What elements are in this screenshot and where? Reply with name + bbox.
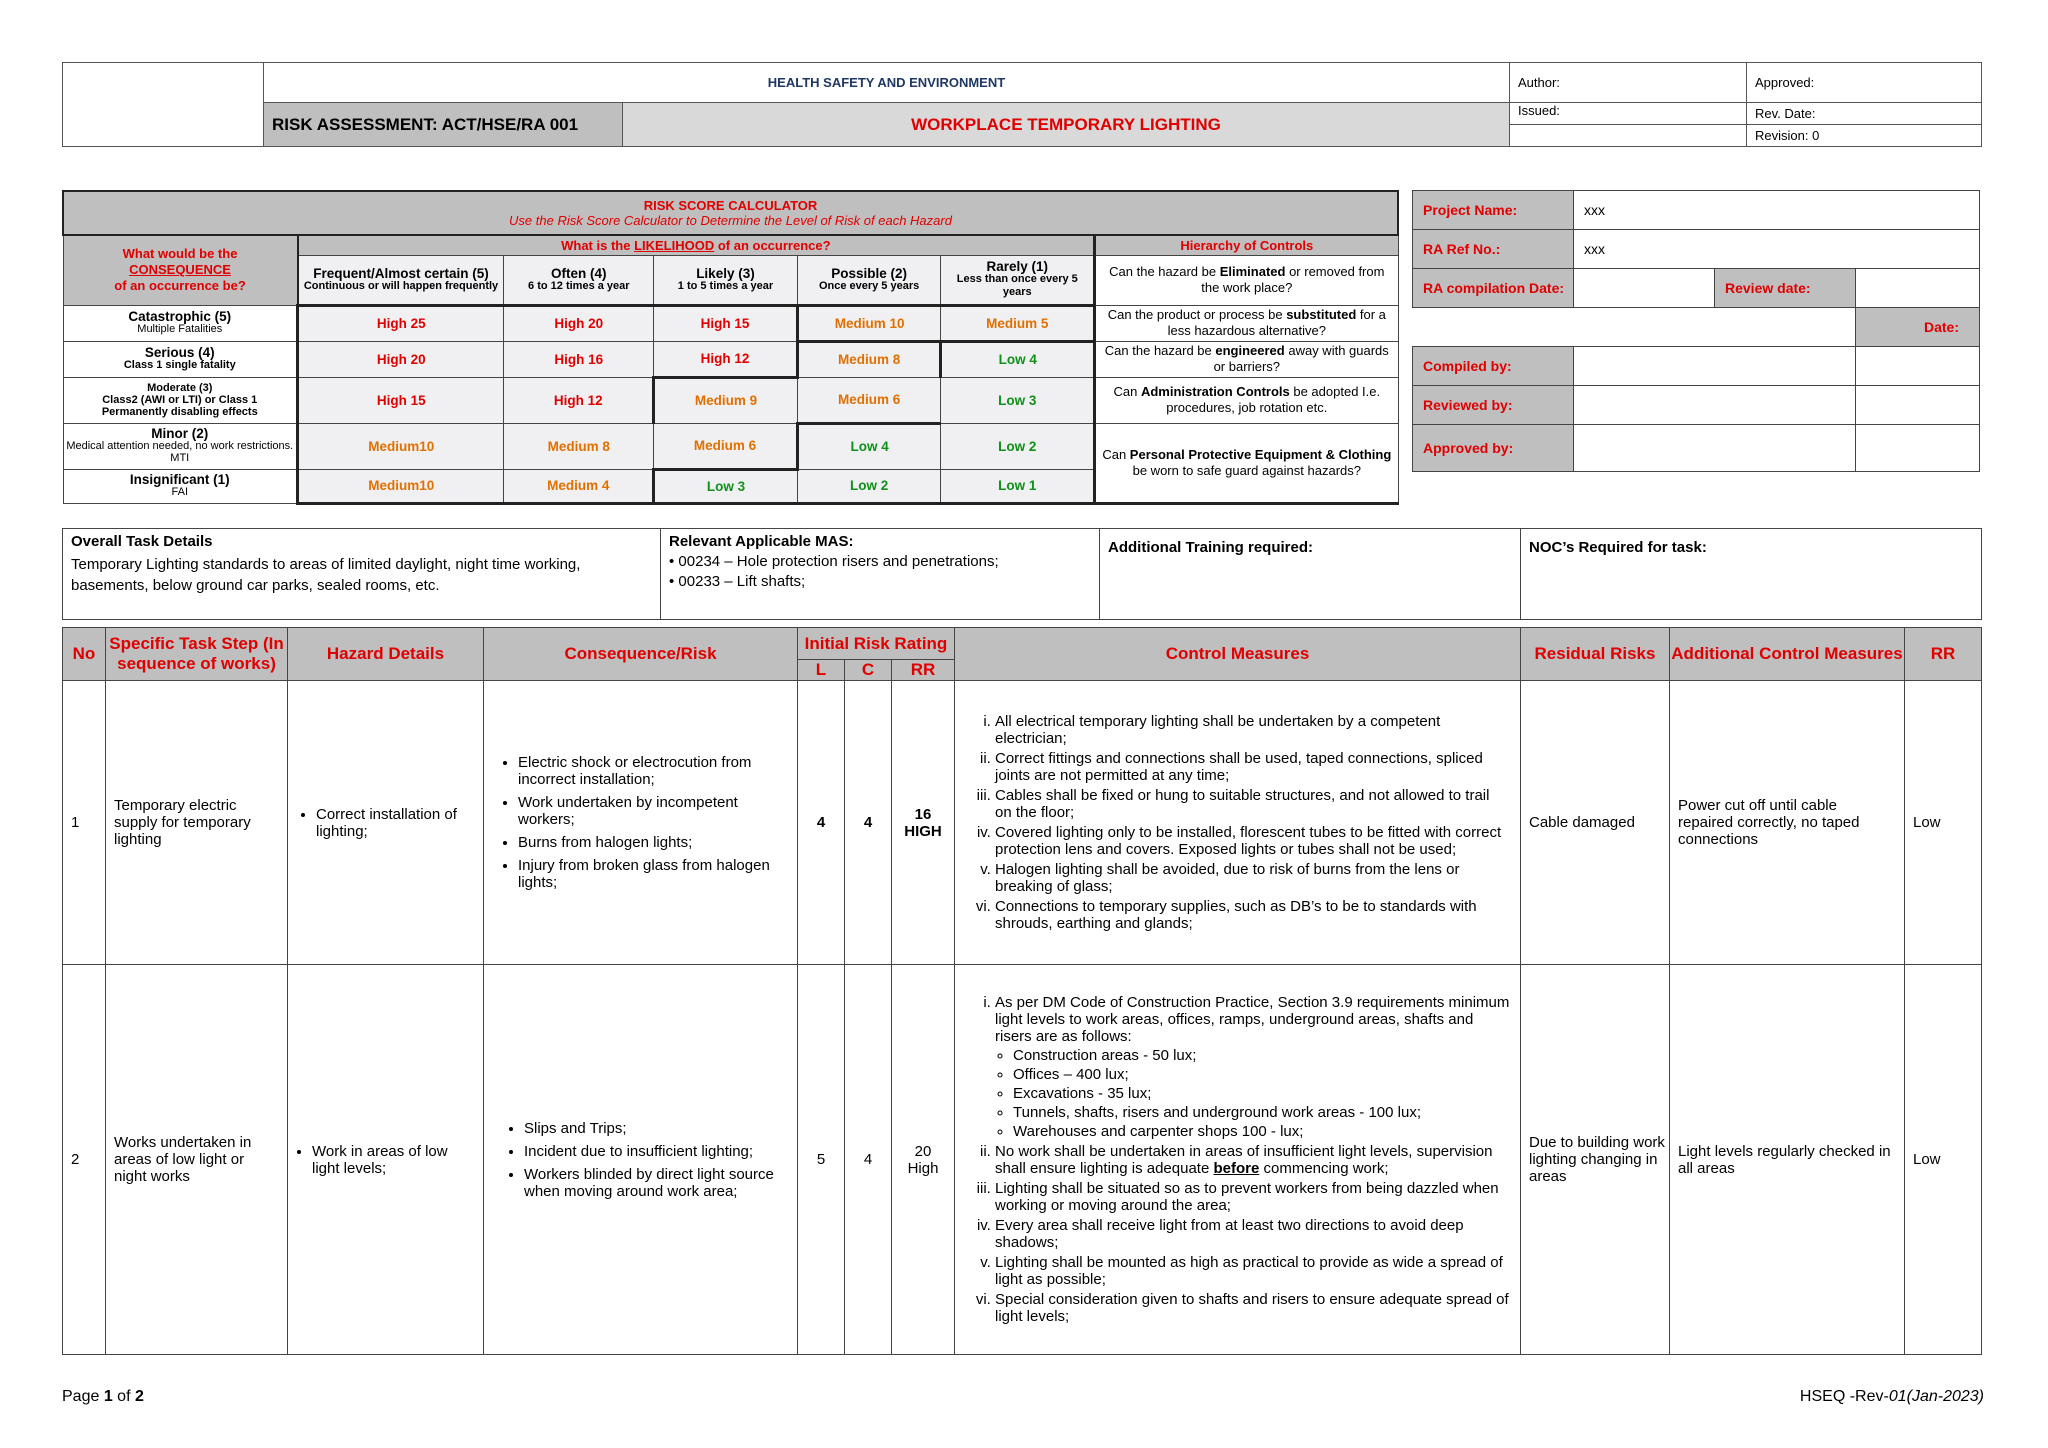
consequence-name: Catastrophic (5) [128, 309, 232, 324]
consequence-item: • Injury from broken glass from halogen lights; [518, 857, 789, 891]
hierarchy-text: Can [1102, 446, 1130, 462]
hierarchy-text: Can the hazard be [1104, 343, 1216, 358]
risk-score-cell: Low 3 [941, 377, 1095, 423]
col-rr: RR [892, 660, 955, 681]
risk-score-cell: High 16 [504, 341, 654, 377]
lux-item: ◦ Offices – 400 lux; [1013, 1066, 1510, 1083]
hierarchy-text: be worn to safe guard against hazards? [1132, 462, 1361, 478]
likelihood-desc: Less than once every 5 years [956, 273, 1078, 298]
risk-score-cell: Medium 9 [654, 377, 798, 423]
col-control: Control Measures [955, 628, 1521, 681]
approved-field: Approved: [1747, 63, 1982, 103]
hierarchy-item [1095, 255, 1398, 305]
calculator-title: RISK SCORE CALCULATOR [643, 198, 818, 213]
likelihood-q-part2: LIKELIHOOD [634, 237, 715, 253]
ra-number: RISK ASSESSMENT: ACT/HSE/RA 001 [264, 103, 623, 147]
noc-label: NOC’s Required for task: [1521, 529, 1982, 620]
training-label: Additional Training required: [1100, 529, 1521, 620]
control-text-emphasis: before [1213, 1160, 1260, 1177]
likelihood-col-1 [941, 255, 1095, 305]
row-rr [892, 965, 955, 1355]
lux-item: ◦ Warehouses and carpenter shops 100 - lux; [1013, 1123, 1510, 1140]
compiled-by-value [1574, 347, 1856, 386]
consequence-item: • Electric shock or electrocution from incorrect installation; [518, 754, 789, 788]
hierarchy-text: Can the product or process be [1107, 307, 1287, 322]
control-item: v. Lighting shall be mounted as high as practical to provide as wide a spread of light as possible; [995, 1254, 1510, 1288]
mas-cell [661, 529, 1100, 620]
ra-date-value [1574, 269, 1715, 308]
risk-score-cell: Medium10 [298, 423, 504, 469]
document-header [62, 62, 1982, 147]
revision-field: Revision: 0 [1747, 125, 1982, 147]
mas-item-text: 00233 – Lift shafts; [678, 573, 806, 590]
rev-date-text: 01(Jan-2023) [1888, 1388, 1984, 1405]
risk-score-cell: High 25 [298, 305, 504, 341]
consequence-desc: Class2 (AWI or LTI) or Class 1 [102, 394, 258, 406]
row-rr [892, 681, 955, 965]
col-initial-risk: Initial Risk Rating [798, 628, 955, 660]
col-c: C [845, 660, 892, 681]
row-consequences [484, 965, 798, 1355]
consequence-item: • Work undertaken by incompetent workers; [518, 794, 789, 828]
hierarchy-keyword: substituted [1286, 307, 1357, 322]
consequence-q-part1: What would be the [122, 246, 238, 262]
control-intro-text: As per DM Code of Construction Practice, Section 3.9 requirements minimum light levels to work areas, offices, ramps, underground areas, shafts and risers are as follows: [995, 994, 1510, 1045]
col-consequence: Consequence/Risk [484, 628, 798, 681]
col-residual: Residual Risks [1521, 628, 1670, 681]
risk-score-cell: Medium 4 [504, 469, 654, 503]
risk-score-cell: High 12 [504, 377, 654, 423]
overall-task-details [62, 528, 1982, 620]
row-rr-level: High [907, 1159, 939, 1177]
task-details-text: Temporary Lighting standards to areas of limited daylight, night time working, basements, below ground car parks, sealed rooms, etc. [71, 556, 581, 594]
hierarchy-keyword: Administration Controls [1140, 384, 1290, 399]
table-row [63, 965, 1982, 1355]
hierarchy-text: or removed from the work place? [1201, 264, 1385, 295]
hierarchy-item [1095, 423, 1398, 503]
row-consequences [484, 681, 798, 965]
mas-item: • 00233 – Lift shafts; [669, 573, 806, 590]
risk-score-cell: Medium 8 [797, 341, 941, 377]
calculator-title-cell [63, 191, 1398, 235]
row-c: 4 [845, 681, 892, 965]
author-field: Author: [1510, 63, 1747, 103]
likelihood-q-part1: What is the [561, 237, 635, 253]
risk-score-cell: Low 2 [941, 423, 1095, 469]
consequence-item: • Incident due to insufficient lighting; [524, 1143, 789, 1160]
mas-item-text: 00234 – Hole protection risers and penetrations; [678, 553, 999, 570]
likelihood-q-part3: of an occurrence? [714, 237, 831, 253]
consequence-label [63, 469, 298, 503]
control-item [995, 1143, 1510, 1177]
row-hazards [288, 681, 484, 965]
row-additional: Power cut off until cable repaired correctly, no taped connections [1670, 681, 1905, 965]
hierarchy-text: be adopted I.e. procedures, job rotation etc. [1166, 384, 1381, 415]
risk-score-cell: Low 4 [797, 423, 941, 469]
consequence-name: Minor (2) [151, 426, 209, 441]
col-no: No [63, 628, 106, 681]
ra-date-label: RA compilation Date: [1413, 269, 1574, 308]
hierarchy-keyword: Eliminated [1219, 264, 1286, 279]
row-step: Temporary electric supply for temporary lighting [106, 681, 288, 965]
row-rr-score: 20 [914, 1142, 932, 1160]
risk-score-cell: Low 2 [797, 469, 941, 503]
page-number [62, 1388, 144, 1406]
hierarchy-text: away with guards or barriers? [1213, 343, 1389, 374]
control-item: iii. Cables shall be fixed or hung to suitable structures, and not allowed to trail on the floor; [995, 787, 1510, 821]
logo-placeholder [63, 63, 264, 147]
rev-date-field: Rev. Date: [1747, 103, 1982, 125]
likelihood-desc: Continuous or will happen frequently [303, 279, 499, 292]
project-info-box [1412, 190, 1980, 472]
control-item: vi. Special consideration given to shafts and risers to ensure adequate spread of light levels; [995, 1291, 1510, 1325]
likelihood-name: Frequent/Almost certain (5) [313, 265, 489, 281]
consequence-name: Moderate (3) [147, 382, 213, 394]
department-title: HEALTH SAFETY AND ENVIRONMENT [264, 63, 1510, 103]
likelihood-desc: 1 to 5 times a year [677, 279, 774, 292]
page-text: of [112, 1388, 135, 1405]
row-l: 5 [798, 965, 845, 1355]
hazard-item: • Work in areas of low light levels; [312, 1143, 477, 1177]
matrix-row [63, 423, 1398, 469]
risk-score-cell: Medium10 [298, 469, 504, 503]
risk-score-cell: Medium 6 [654, 423, 798, 469]
control-text: commencing work; [1259, 1160, 1389, 1177]
likelihood-desc: 6 to 12 times a year [528, 279, 630, 292]
likelihood-desc: Once every 5 years [818, 279, 920, 292]
control-text: No work shall be undertaken in areas of insufficient light levels, supervision shall ensure lighting is adequate [995, 1143, 1493, 1177]
hazard-item: • Correct installation of lighting; [316, 806, 477, 840]
matrix-row [63, 377, 1398, 423]
project-name-value: xxx [1574, 191, 1980, 230]
review-date-value [1856, 269, 1980, 308]
project-name-label: Project Name: [1413, 191, 1574, 230]
hierarchy-text: Can [1113, 384, 1141, 399]
row-rr-score: 16 [914, 805, 932, 823]
risk-score-cell: Low 3 [654, 469, 798, 503]
risk-score-cell: High 20 [298, 341, 504, 377]
revision-footer [1800, 1388, 1984, 1406]
approved-date-value [1856, 425, 1980, 472]
consequence-q-part3: of an occurrence be? [114, 278, 246, 294]
risk-score-cell: High 15 [654, 305, 798, 341]
date-label: Date: [1856, 308, 1980, 347]
row-residual: Due to building work lighting changing in areas [1521, 965, 1670, 1355]
row-controls [955, 681, 1521, 965]
control-item: iv. Every area shall receive light from at least two directions to avoid deep shadows; [995, 1217, 1510, 1251]
consequence-label [63, 423, 298, 469]
task-details-cell [63, 529, 661, 620]
consequence-desc2: Permanently disabling effects [101, 406, 258, 418]
review-date-label: Review date: [1715, 269, 1856, 308]
hierarchy-title: Hierarchy of Controls [1095, 235, 1398, 255]
calculator-subtitle: Use the Risk Score Calculator to Determine the Level of Risk of each Hazard [509, 213, 952, 228]
consequence-desc: FAI [171, 486, 189, 498]
consequence-q-part2: CONSEQUENCE [129, 262, 231, 278]
control-item: vi. Connections to temporary supplies, such as DB’s to be to standards with shrouds, earthing and glands; [995, 898, 1510, 932]
consequence-label [63, 341, 298, 377]
risk-score-cell: Low 1 [941, 469, 1095, 503]
control-item [995, 994, 1510, 1140]
risk-score-cell: Medium 5 [941, 305, 1095, 341]
likelihood-name: Rarely (1) [986, 259, 1049, 274]
risk-score-cell: High 12 [654, 341, 798, 377]
risk-score-cell: High 20 [504, 305, 654, 341]
mas-item: • 00234 – Hole protection risers and penetrations; [669, 553, 999, 570]
col-step: Specific Task Step (In sequence of works) [106, 628, 288, 681]
hierarchy-item [1095, 377, 1398, 423]
hierarchy-text: for a less hazardous alternative? [1167, 307, 1386, 338]
risk-score-cell: Low 4 [941, 341, 1095, 377]
page-current: 1 [103, 1388, 113, 1405]
likelihood-col-2 [797, 255, 941, 305]
matrix-row [63, 305, 1398, 341]
hierarchy-keyword: Personal Protective Equipment & Clothing [1129, 446, 1392, 462]
approved-by-label: Approved by: [1413, 425, 1574, 472]
lux-item: ◦ Excavations - 35 lux; [1013, 1085, 1510, 1102]
likelihood-name: Often (4) [551, 265, 607, 281]
row-residual: Cable damaged [1521, 681, 1670, 965]
consequence-desc: Medical attention needed, no work restrictions. MTI [66, 440, 294, 464]
hierarchy-item [1095, 305, 1398, 341]
row-no: 2 [63, 965, 106, 1355]
issued-value [1510, 125, 1747, 147]
col-additional: Additional Control Measures [1670, 628, 1905, 681]
approved-by-value [1574, 425, 1856, 472]
compiled-date-value [1856, 347, 1980, 386]
likelihood-col-3 [654, 255, 798, 305]
control-item: v. Halogen lighting shall be avoided, due to risk of burns from the lens or breaking of glass; [995, 861, 1510, 895]
col-hazard: Hazard Details [288, 628, 484, 681]
hierarchy-item [1095, 341, 1398, 377]
row-controls [955, 965, 1521, 1355]
page-total: 2 [134, 1388, 144, 1405]
row-rr2: Low [1905, 965, 1982, 1355]
reviewed-by-value [1574, 386, 1856, 425]
risk-score-calculator [62, 190, 1399, 505]
row-l: 4 [798, 681, 845, 965]
likelihood-col-5 [298, 255, 504, 305]
control-item: iii. Lighting shall be situated so as to prevent workers from being dazzled when working or moving around the area; [995, 1180, 1510, 1214]
risk-score-cell: Medium 8 [504, 423, 654, 469]
row-step: Works undertaken in areas of low light or night works [106, 965, 288, 1355]
issued-field: Issued: [1510, 103, 1747, 125]
reviewed-date-value [1856, 386, 1980, 425]
consequence-desc: Multiple Fatalities [137, 323, 223, 335]
risk-score-cell: High 15 [298, 377, 504, 423]
consequence-item: • Burns from halogen lights; [518, 834, 789, 851]
col-rr2: RR [1905, 628, 1982, 681]
compiled-by-label: Compiled by: [1413, 347, 1574, 386]
consequence-item: • Workers blinded by direct light source when moving around work area; [524, 1166, 789, 1200]
consequence-name: Insignificant (1) [129, 472, 230, 487]
lux-item: ◦ Tunnels, shafts, risers and underground work areas - 100 lux; [1013, 1104, 1510, 1121]
consequence-item: • Slips and Trips; [524, 1120, 789, 1137]
page-text: Page [62, 1388, 104, 1405]
control-item: iv. Covered lighting only to be installed, florescent tubes to be fitted with correct protection lens and covers. Exposed lights or tubes shall not be used; [995, 824, 1510, 858]
consequence-label [63, 305, 298, 341]
ra-ref-value: xxx [1574, 230, 1980, 269]
row-additional: Light levels regularly checked in all areas [1670, 965, 1905, 1355]
consequence-desc: Class 1 single fatality [123, 359, 236, 371]
row-no: 1 [63, 681, 106, 965]
matrix-row [63, 341, 1398, 377]
control-item: i. All electrical temporary lighting shall be undertaken by a competent electrician; [995, 713, 1510, 747]
task-details-label: Overall Task Details [71, 533, 213, 550]
likelihood-question [298, 235, 1095, 255]
risk-score-cell: Medium 10 [797, 305, 941, 341]
ra-ref-label: RA Ref No.: [1413, 230, 1574, 269]
col-l: L [798, 660, 845, 681]
mas-label: Relevant Applicable MAS: [669, 533, 854, 550]
consequence-label [63, 377, 298, 423]
hierarchy-keyword: engineered [1215, 343, 1285, 358]
consequence-question [63, 235, 298, 305]
row-rr2: Low [1905, 681, 1982, 965]
row-rr-level: HIGH [904, 822, 942, 840]
risk-assessment-table [62, 627, 1982, 1355]
control-item: ii. Correct fittings and connections shall be used, taped connections, spliced joints are not permitted at any time; [995, 750, 1510, 784]
table-row [63, 681, 1982, 965]
risk-score-cell: Medium 6 [797, 377, 941, 423]
reviewed-by-label: Reviewed by: [1413, 386, 1574, 425]
rev-text: HSEQ -Rev- [1799, 1388, 1889, 1405]
likelihood-name: Likely (3) [696, 265, 755, 281]
consequence-name: Serious (4) [144, 345, 215, 360]
spacer-cell [1413, 308, 1856, 347]
row-c: 4 [845, 965, 892, 1355]
hierarchy-text: Can the hazard be [1109, 264, 1220, 279]
document-title: WORKPLACE TEMPORARY LIGHTING [623, 103, 1510, 147]
row-hazards [288, 965, 484, 1355]
lux-item: ◦ Construction areas - 50 lux; [1013, 1047, 1510, 1064]
likelihood-name: Possible (2) [831, 265, 907, 281]
likelihood-col-4 [504, 255, 654, 305]
